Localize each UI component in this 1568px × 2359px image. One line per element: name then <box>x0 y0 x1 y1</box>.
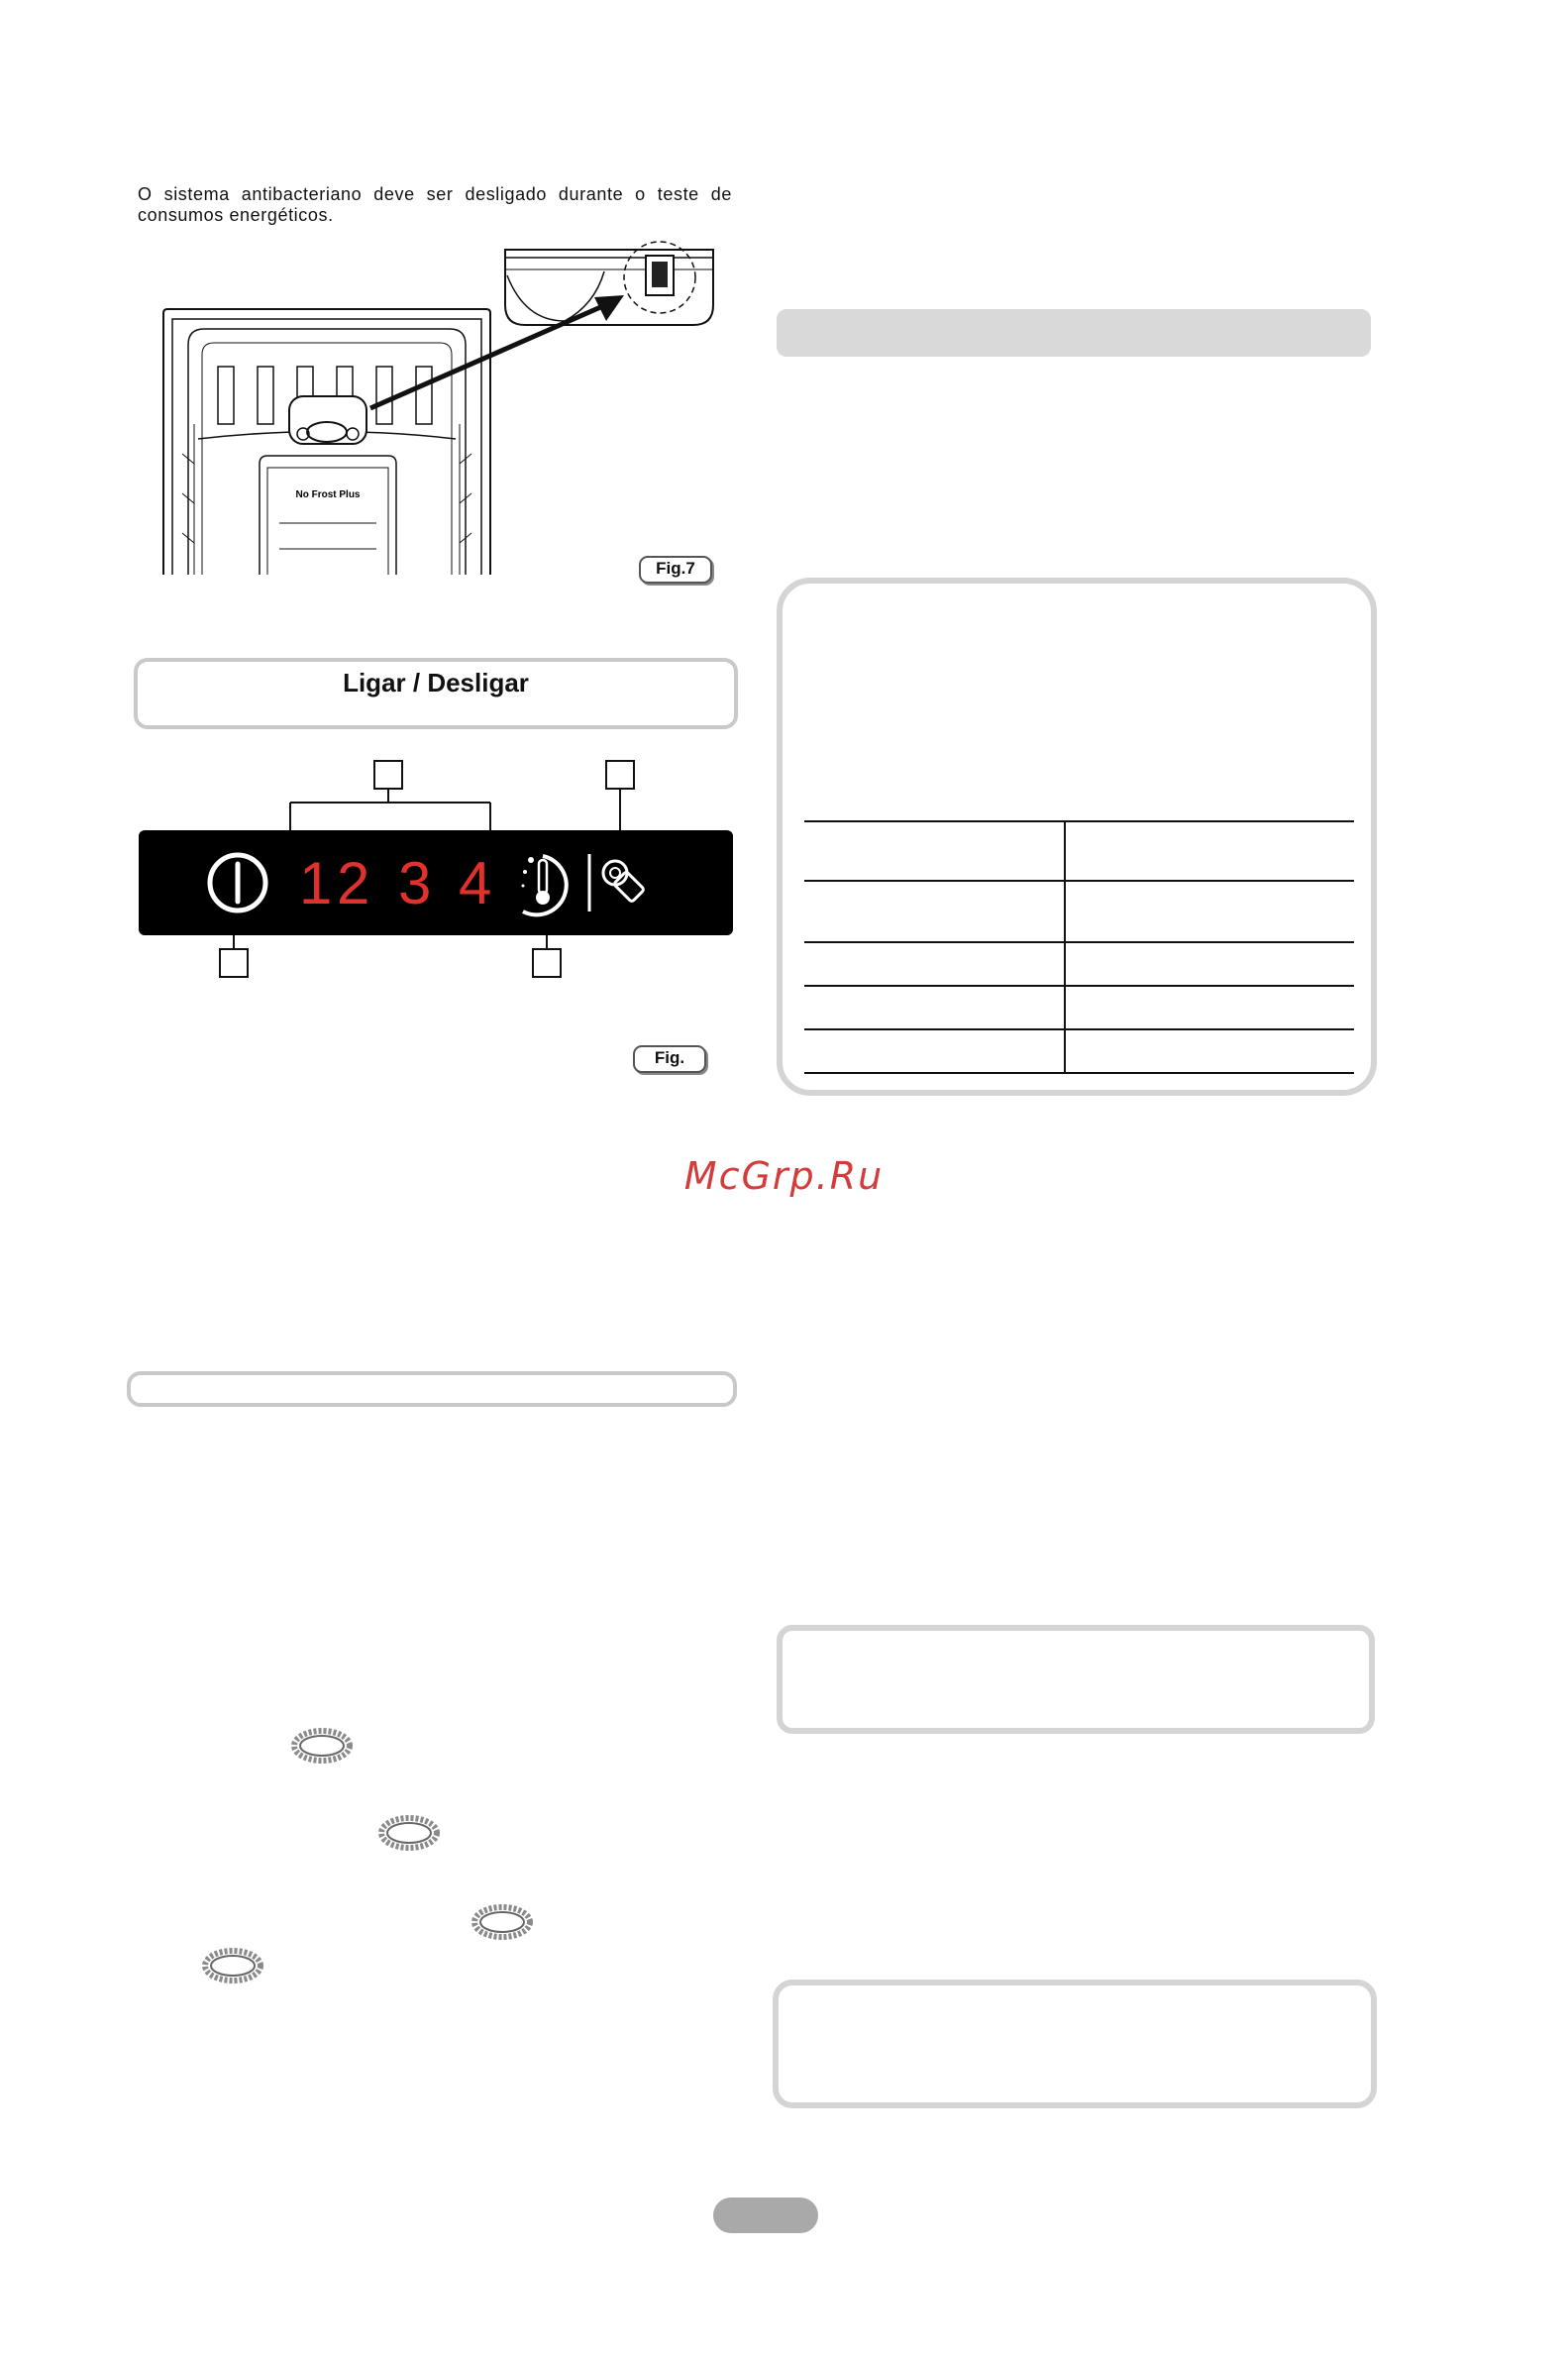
fig-label: Fig. <box>633 1045 706 1073</box>
fig7-label: Fig.7 <box>639 556 712 584</box>
table-row <box>804 881 1354 942</box>
callout-box-thermometer <box>533 949 561 977</box>
gear-icon <box>470 1902 535 1942</box>
brand-label: No Frost Plus <box>295 489 361 500</box>
gear-icon <box>200 1946 265 1985</box>
callout-box-digits <box>374 761 402 789</box>
watermark: McGrp.Ru <box>683 1154 885 1198</box>
section-banner <box>777 309 1371 357</box>
panel-background <box>139 830 733 935</box>
callout-box-antibacterial <box>606 761 634 789</box>
onoff-section-title: Ligar / Desligar <box>343 668 529 697</box>
table-cell <box>1065 942 1354 986</box>
section-header-bar <box>127 1371 737 1407</box>
table-cell <box>804 986 1065 1029</box>
intro-paragraph: O sistema antibacteriano deve ser desligado durante o teste de consumos energéticos. <box>138 184 732 225</box>
table-row <box>804 986 1354 1029</box>
table-row <box>804 942 1354 986</box>
control-panel <box>137 755 737 989</box>
info-box <box>777 1625 1375 1734</box>
table-row <box>804 1029 1354 1073</box>
table-cell <box>804 881 1065 942</box>
fridge-illustration <box>158 226 723 579</box>
table-cell <box>1065 881 1354 942</box>
gear-icon <box>376 1813 442 1853</box>
temperature-digit-2[interactable]: 2 <box>337 850 370 916</box>
temperature-digit-3[interactable]: 3 <box>398 850 432 916</box>
callout-box-power <box>220 949 248 977</box>
table-cell <box>1065 1029 1354 1073</box>
table-cell <box>1065 986 1354 1029</box>
table-cell <box>804 1029 1065 1073</box>
data-table <box>804 820 1354 1074</box>
table-row <box>804 821 1354 881</box>
page-number-pill <box>713 2198 818 2233</box>
table-cell <box>1065 821 1354 881</box>
gear-icon <box>289 1726 355 1766</box>
table-cell <box>804 821 1065 881</box>
info-box <box>773 1980 1377 2108</box>
temperature-digit-1[interactable]: 1 <box>299 850 333 916</box>
table-cell <box>804 942 1065 986</box>
temperature-digit-4[interactable]: 4 <box>459 850 492 916</box>
